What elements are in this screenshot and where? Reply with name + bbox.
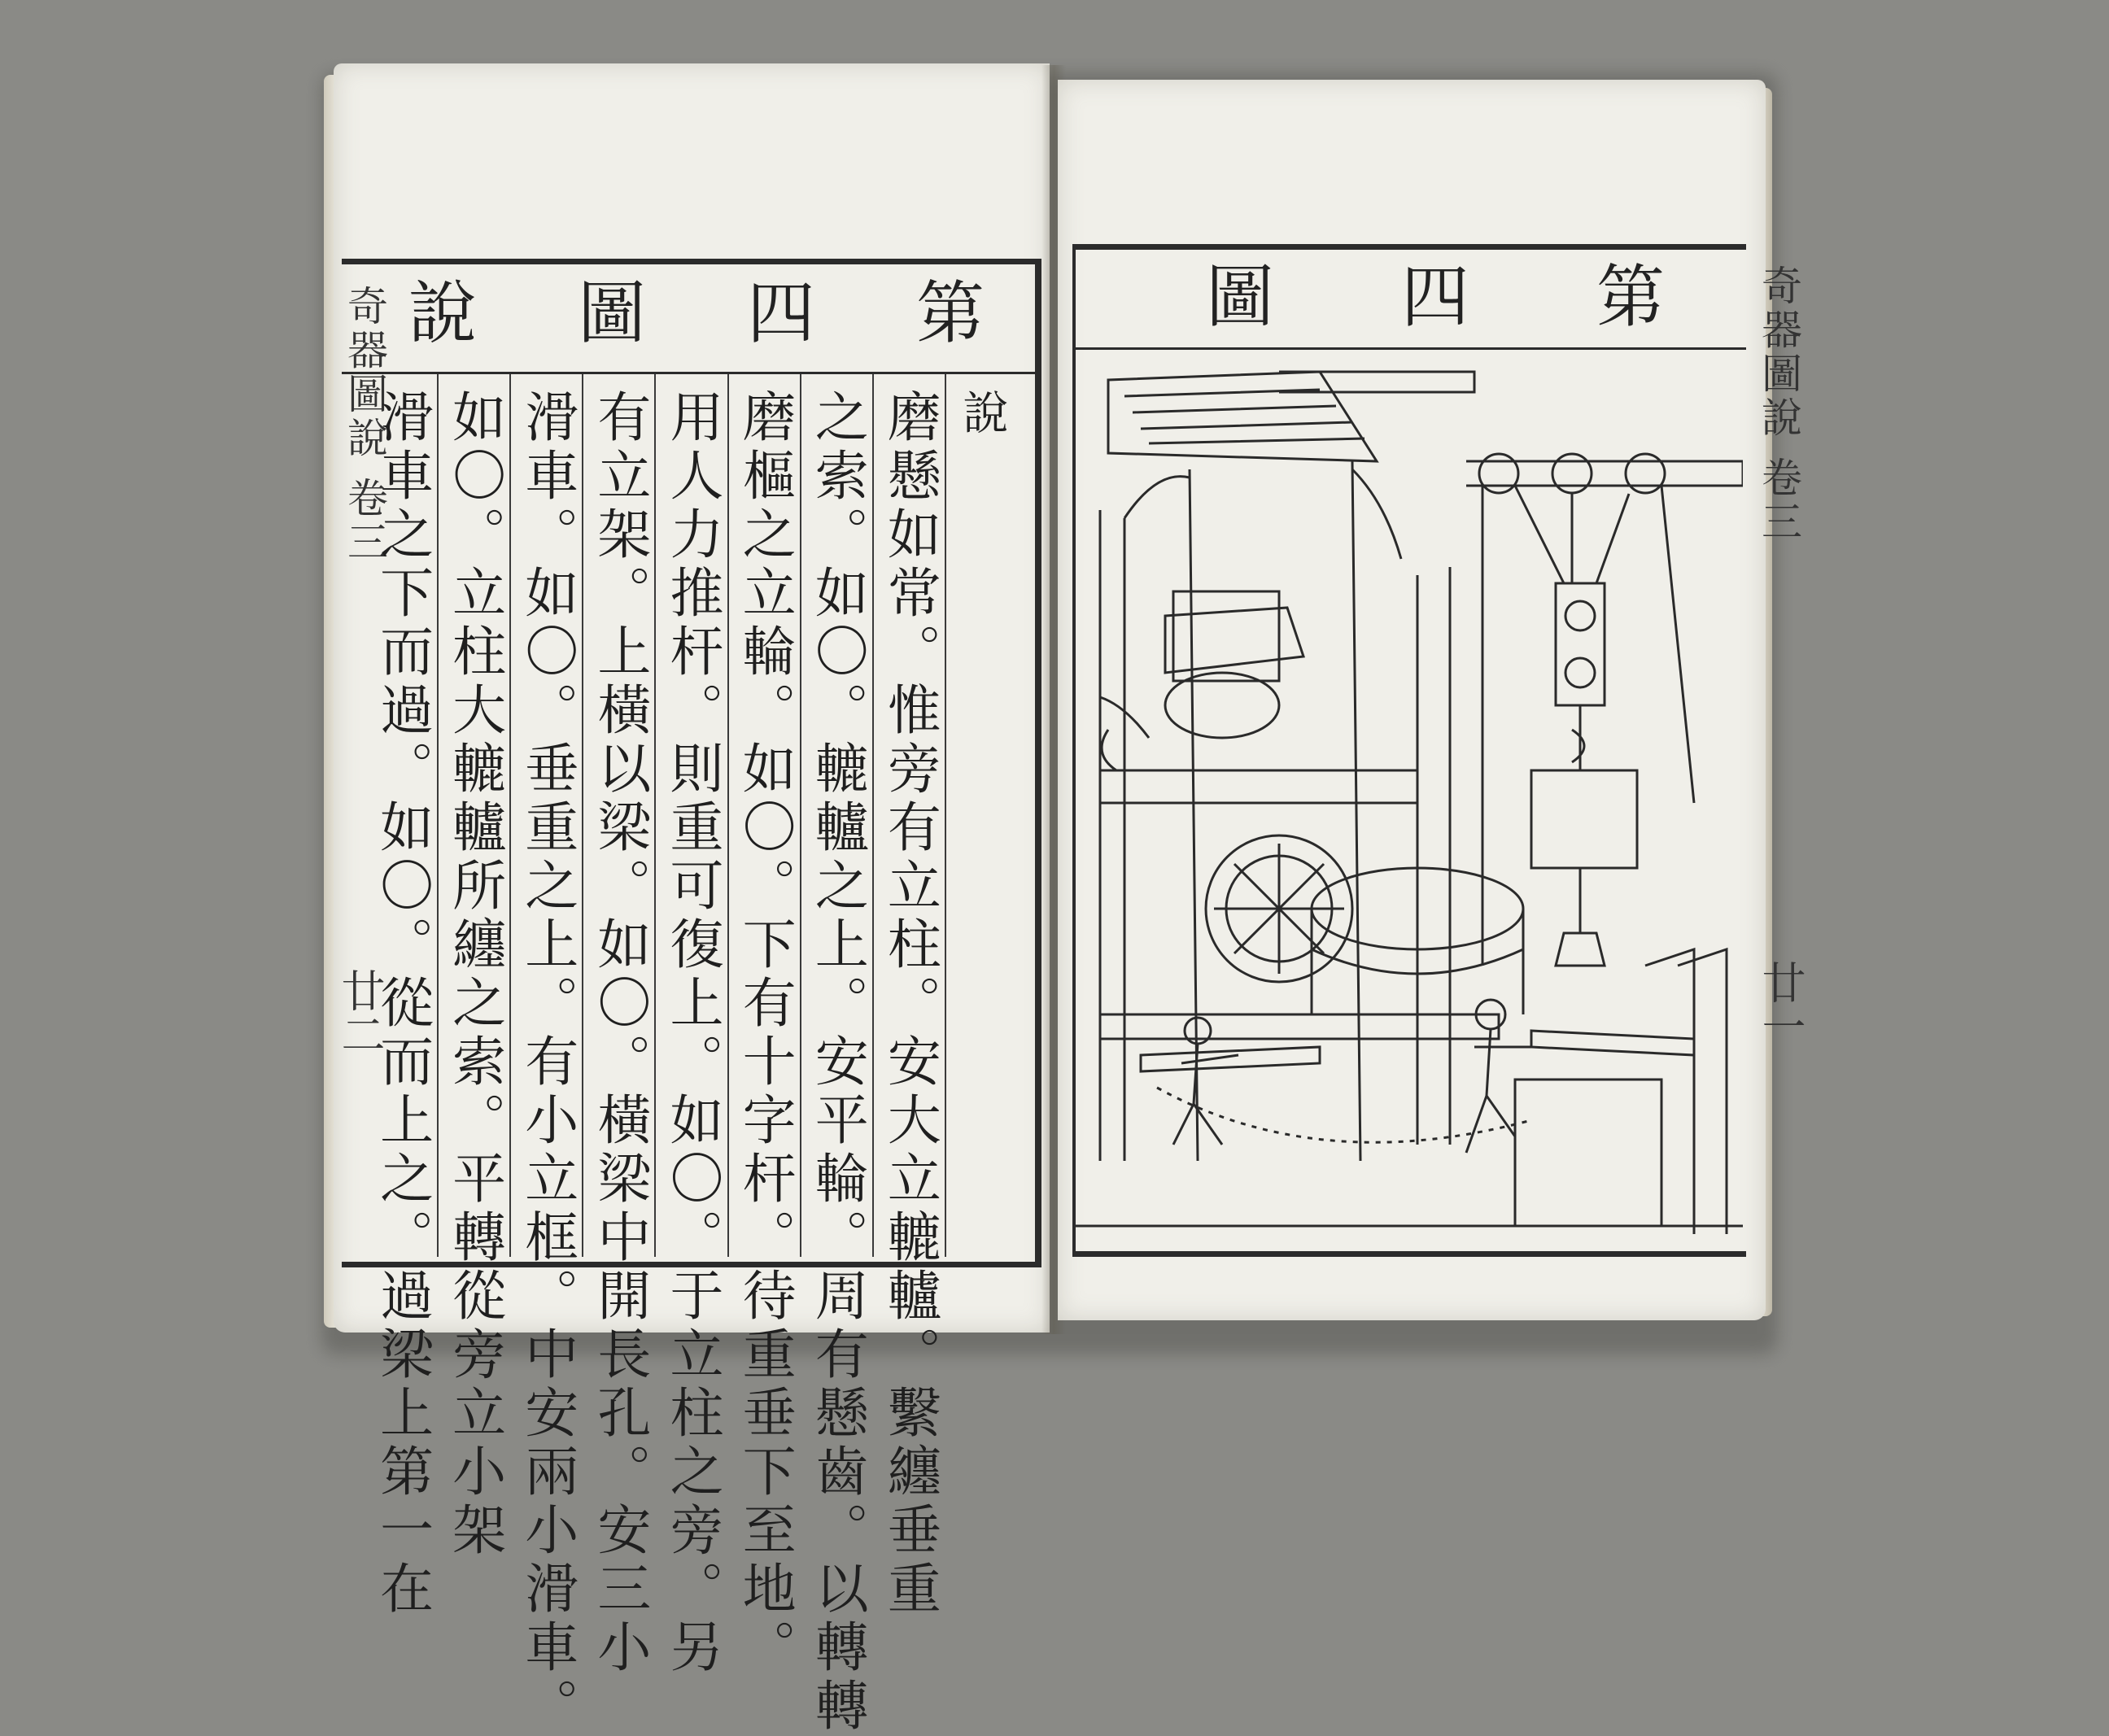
right-folio-number: 廿一 xyxy=(1755,960,1806,1048)
floor-pit-drawing xyxy=(1076,949,1743,1234)
column-text: 用人力推杆。則重可復上。如〇。于立柱之旁。另 xyxy=(661,389,723,1677)
text-column xyxy=(654,374,727,1677)
heading-char: 圖 xyxy=(577,273,646,353)
heading-char: 第 xyxy=(915,273,985,353)
heading-char: 四 xyxy=(746,273,815,353)
heading-char: 圖 xyxy=(1205,257,1274,337)
section-label: 說 xyxy=(955,389,1009,439)
text-column xyxy=(366,374,437,1619)
text-column-label xyxy=(945,374,1017,1257)
left-folio-number: 廿二 xyxy=(334,968,386,1056)
column-text: 之索。如〇。轆轤之上。安平輪。周有懸齒。以轉轉 xyxy=(806,389,869,1736)
left-margin-title: 奇器圖說 卷三 xyxy=(341,285,388,565)
heading-char: 第 xyxy=(1596,257,1665,337)
worker-left-drawing xyxy=(1173,1018,1238,1145)
upper-millstone-drawing xyxy=(1100,591,1303,770)
roof-drawing xyxy=(1108,372,1474,461)
heading-char: 四 xyxy=(1400,257,1469,337)
text-column xyxy=(582,374,654,1677)
left-text-frame xyxy=(342,259,1041,1736)
text-column xyxy=(437,374,509,1560)
right-margin-title: 奇器圖說 卷三 xyxy=(1755,264,1802,544)
column-text: 有立架。上橫以梁。如〇。橫梁中開長孔。安三小 xyxy=(587,389,651,1677)
text-column xyxy=(872,374,945,1619)
column-text: 滑車之下而過。如〇。從而上之。過梁上第一在 xyxy=(370,389,434,1619)
column-text: 如〇。立柱大轆轤所纏之索。平轉從旁立小架 xyxy=(443,389,506,1560)
heading-char: 說 xyxy=(408,273,477,353)
column-text: 磨懸如常。惟旁有立柱。安大立轆轤。繫纏垂重 xyxy=(878,389,941,1619)
mill-machine-illustration xyxy=(1076,347,1743,1250)
column-text: 磨樞之立輪。如〇。下有十字杆。待重垂下至地。 xyxy=(733,389,797,1677)
text-column xyxy=(800,374,872,1736)
column-text: 滑車。如〇。垂重之上。有小立框。中安兩小滑車。 xyxy=(515,389,579,1736)
text-column xyxy=(509,374,582,1736)
left-page-heading xyxy=(342,264,1035,374)
right-page-heading xyxy=(1076,250,1746,350)
text-columns xyxy=(366,374,1017,1736)
left-tower-drawing xyxy=(1100,461,1499,1161)
right-illustration-frame xyxy=(1072,244,1746,1257)
gear-wheel-drawing xyxy=(1206,835,1523,1014)
text-column xyxy=(727,374,800,1677)
